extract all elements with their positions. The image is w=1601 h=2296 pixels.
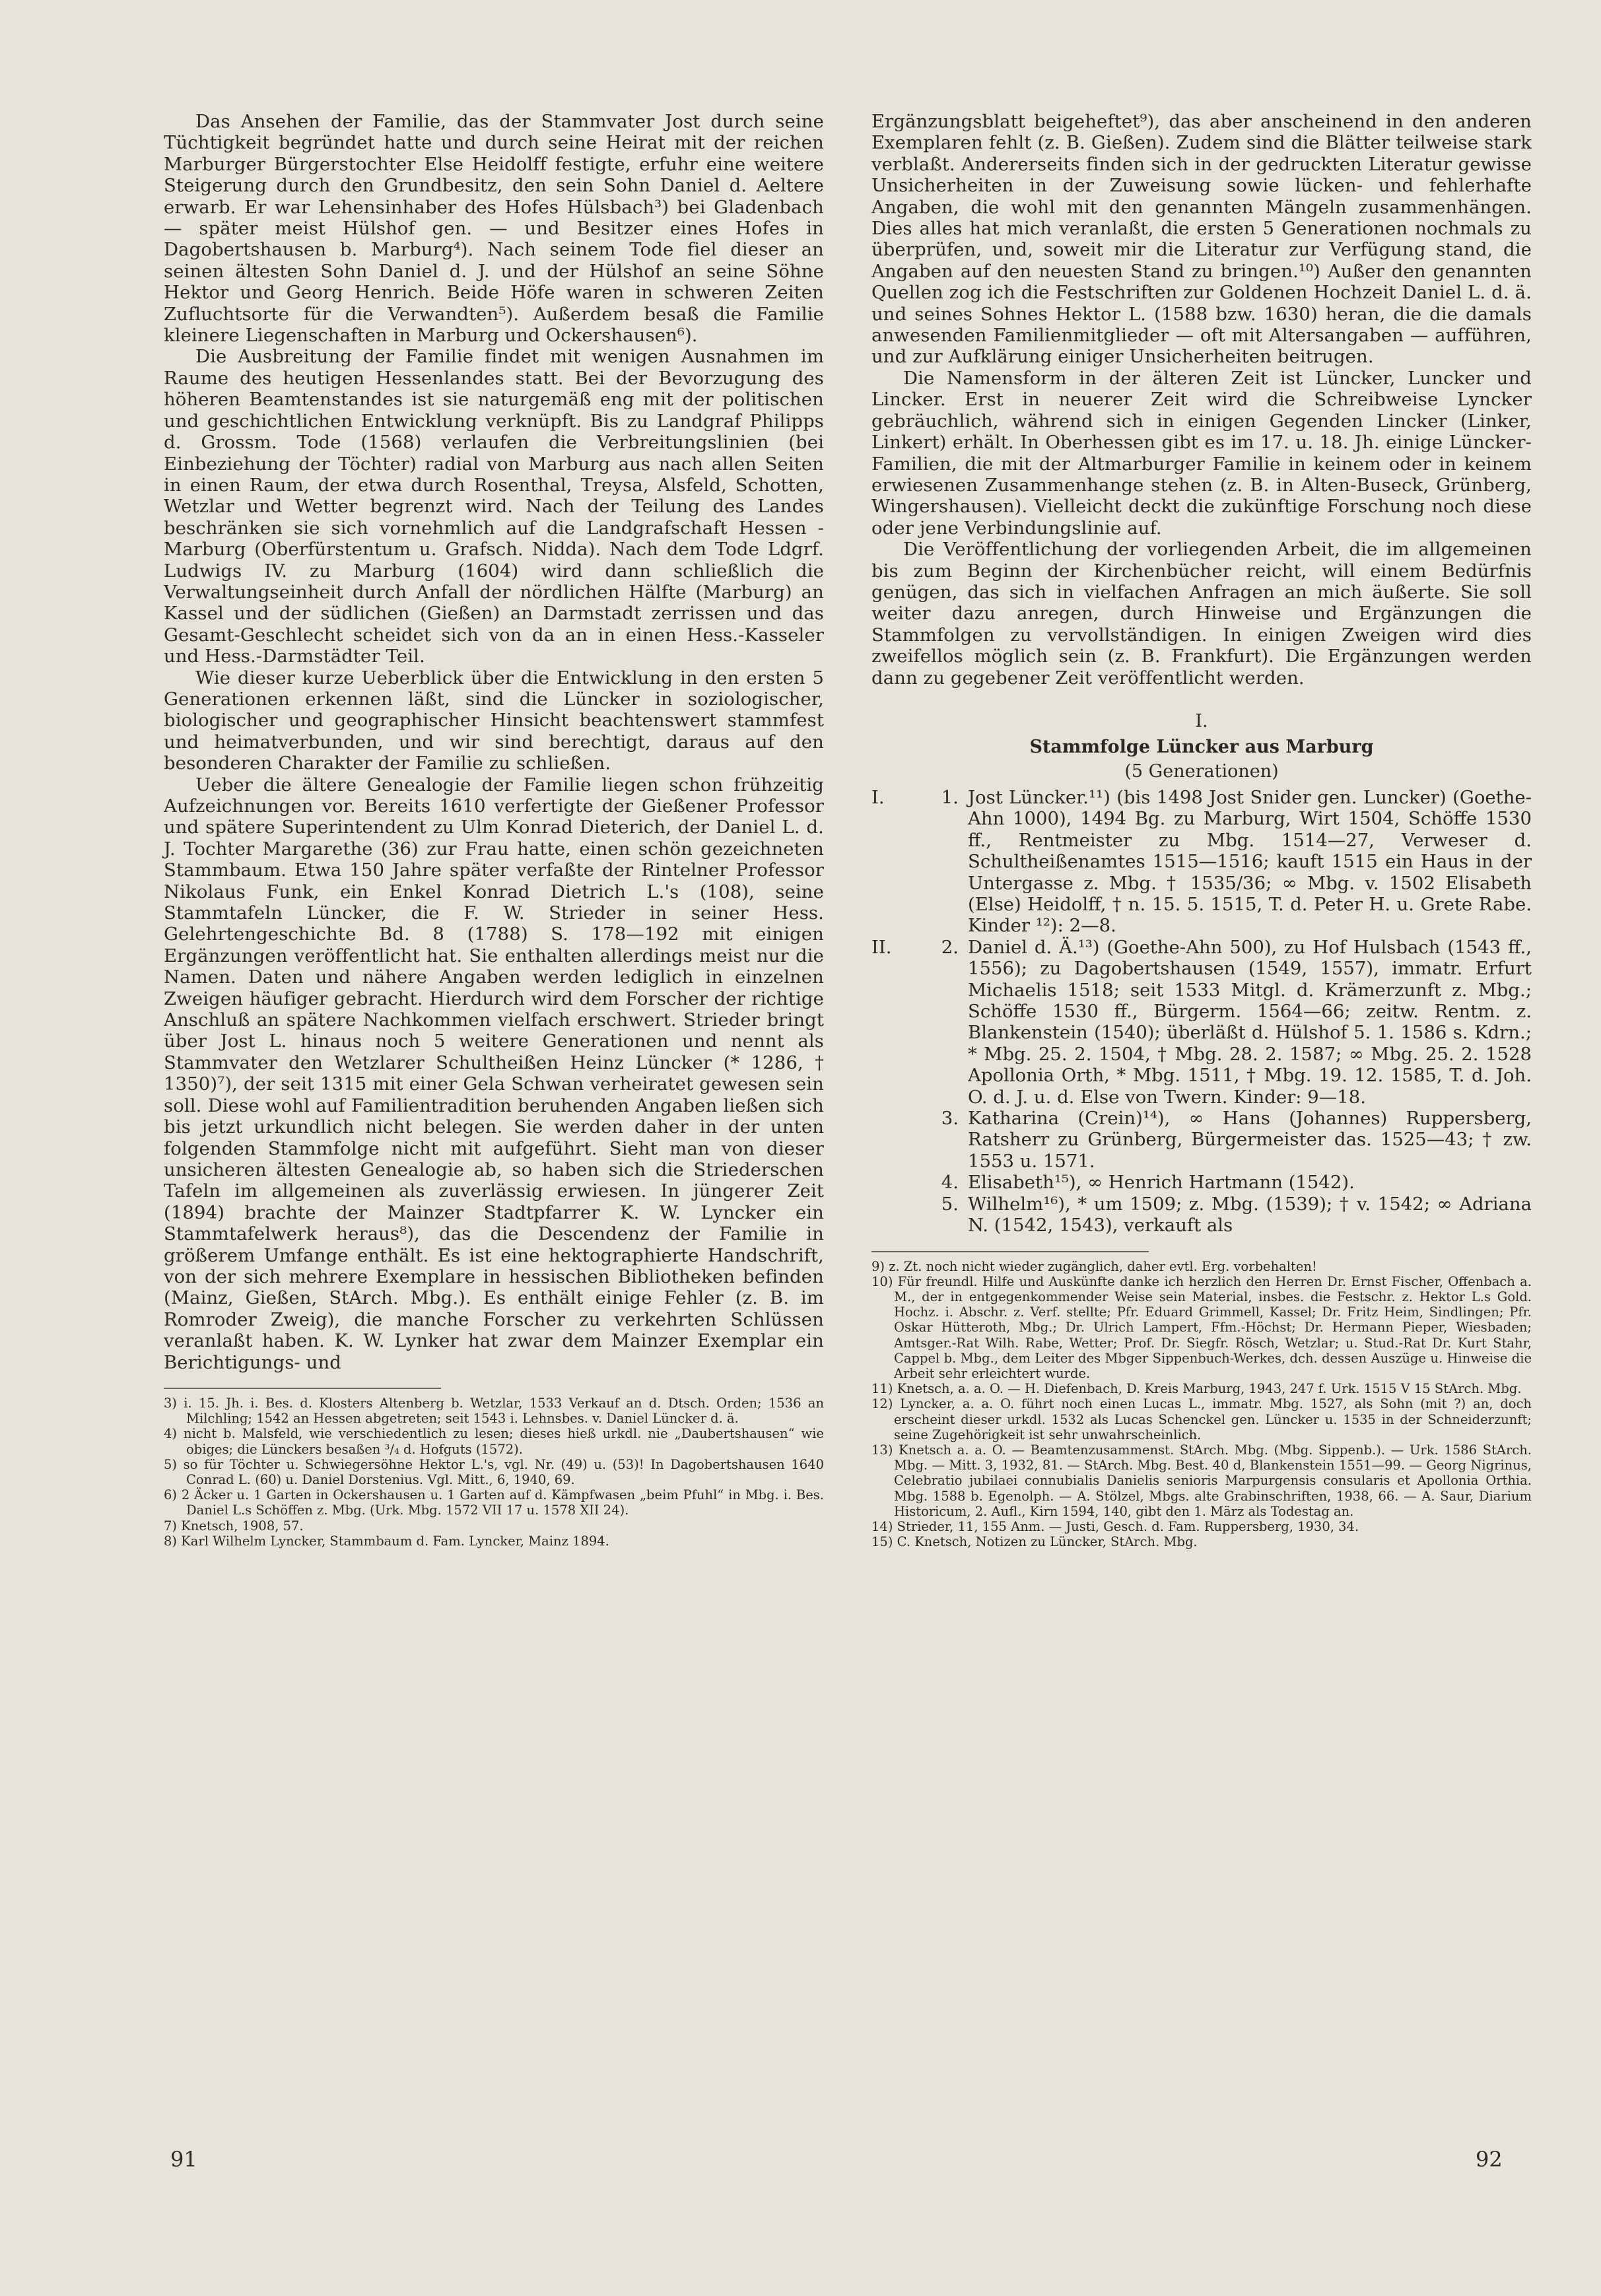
generation-label: II.	[871, 936, 892, 958]
page-number-right: 92	[1476, 2147, 1503, 2172]
footnote: 12) Lyncker, a. a. O. führt noch einen Lucas L., immatr. Mbg. 1527, als Sohn (mit ?) an, doch erscheint dieser urkdl. 1532 als Lucas Schenckel gen. Lüncker u. 1535 in der Schneiderzunft; seine Zugehörigkeit ist sehr unwahrscheinlich.	[871, 1396, 1532, 1442]
left-column	[164, 111, 824, 1549]
entry-text: Wilhelm¹⁶), * um 1509; z. Mbg. (1539); † v. 1542; ∞ Adriana N. (1542, 1543), verkauft als	[968, 1193, 1532, 1236]
body-paragraph: Die Veröffentlichung der vorliegenden Arbeit, die im allgemeinen bis zum Beginn der Kirchenbücher reicht, will einem Bedürfnis genügen, das sich in vielfachen Anfragen an mich äußerte. Sie soll weiter dazu anregen, durch Hinweise und Ergänzungen die Stammfolgen zu vervollständigen. In einigen Zweigen wird dies zweifellos möglich sein (z. B. Frankfurt). Die Ergänzungen werden dann zu gegebener Zeit veröffentlicht werden.	[871, 539, 1532, 689]
footnote-divider	[871, 1251, 1149, 1252]
footnote: 5) so für Töchter u. Schwiegersöhne Hektor L.'s, vgl. Nr. (49) u. (53)! In Dagobertshausen 1640 Conrad L. (60) u. Daniel Dorstenius. Vgl. Mitt., 6, 1940, 69.	[164, 1456, 824, 1487]
body-paragraph: Die Namensform in der älteren Zeit ist Lüncker, Luncker und Lincker. Erst in neuerer Zeit wird die Schreibweise Lyncker gebräuchlich, während sich in einigen Gegenden Lincker (Linker, Linkert) erhält. In Oberhessen gibt es im 17. u. 18. Jh. einige Lüncker-Familien, die mit der Altmarburger Familie in keinem oder in keinem erwiesenen Zusammenhange stehen (z. B. in Alten-Buseck, Grünberg, Wingershausen). Vielleicht deckt die zukünftige Forschung noch diese oder jene Verbindungslinie auf.	[871, 367, 1532, 539]
footnote: 13) Knetsch a. a. O. — Beamtenzusammenst. StArch. Mbg. (Mbg. Sippenb.). — Urk. 1586 StArch. Mbg. — Mitt. 3, 1932, 81. — StArch. Mbg. Best. 40 d, Blankenstein 1551—99. — Georg Nigrinus, Celebratio jubilaei connubialis Danielis senioris Marpurgensis consularis et Apollonia Orthia. Mbg. 1588 b. Egenolph. — A. Stölzel, Mbgs. alte Grabinschriften, 1938, 66. — A. Saur, Diarium Historicum, 2. Aufl., Kirn 1594, 140, gibt den 1. März als Todestag an.	[871, 1442, 1532, 1519]
section-number: I.	[1195, 710, 1208, 731]
generation-label	[871, 1172, 918, 1193]
footnotes	[871, 1259, 1532, 1550]
entry-number: 3.	[941, 1108, 959, 1130]
section-title: Stammfolge Lüncker aus Marburg	[1029, 736, 1374, 757]
footnote: 15) C. Knetsch, Notizen zu Lüncker, StArch. Mbg.	[871, 1534, 1198, 1550]
entry-text: Jost Lüncker.¹¹) (bis 1498 Jost Snider gen. Luncker) (Goethe-Ahn 1000), 1494 Bg. zu Marburg, Wirt 1504, Schöffe 1530 ff., Rentmeister zu Mbg. 1514—27, Verweser d. Schultheißenamtes 1515—1516; kauft 1515 ein Haus in der Untergasse z. Mbg. † 1535/36; ∞ Mbg. v. 1502 Elisabeth (Else) Heidolff, † n. 15. 5. 1515, T. d. Peter H. u. Grete Rabe. Kinder ¹²): 2—8.	[968, 786, 1532, 937]
footnotes	[164, 1396, 824, 1549]
genealogy-entry	[871, 1108, 1532, 1172]
footnote: 6) 2 Äcker u. 1 Garten in Ockershausen u. 1 Garten auf d. Kämpfwasen „beim Pfuhl“ in Mbg. i. Bes. Daniel L.s Schöffen z. Mbg. (Urk. Mbg. 1572 VII 17 u. 1578 XII 24).	[164, 1487, 824, 1518]
footnote: 9) z. Zt. noch nicht wieder zugänglich, daher evtl. Erg. vorbehalten!	[871, 1258, 1317, 1274]
footnote-divider	[164, 1388, 441, 1389]
body-paragraph: Ueber die ältere Genealogie der Familie liegen schon frühzeitig Aufzeichnungen vor. Bereits 1610 verfertigte der Gießener Professor und spätere Superintendent zu Ulm Konrad Dieterich, der Daniel L. d. J. Tochter Margarethe (36) zur Frau hatte, einen schön gezeichneten Stammbaum. Etwa 150 Jahre später verfaßte der Rintelner Professor Nikolaus Funk, ein Enkel Konrad Dietrich L.'s (108), seine Stammtafeln Lüncker, die F. W. Strieder in seiner Hess. Gelehrtengeschichte Bd. 8 (1788) S. 178—192 mit einigen Ergänzungen veröffentlicht hat. Sie enthalten allerdings meist nur die Namen. Daten und nähere Angaben werden lediglich in einzelnen Zweigen häufiger gebracht. Hierdurch wird dem Forscher der richtige Anschluß an spätere Nachkommen vielfach erschwert. Strieder bringt über Jost L. hinaus noch 5 weitere Generationen und nennt als Stammvater den Wetzlarer Schultheißen Heinz Lüncker (* 1286, † 1350)⁷), der seit 1315 mit einer Gela Schwan verheiratet gewesen sein soll. Diese wohl auf Familientradition beruhenden Angaben ließen sich bis jetzt urkundlich nicht belegen. Sie werden daher in der unten folgenden Stammfolge nicht mit aufgeführt. Sieht man von dieser unsicheren ältesten Genealogie ab, so haben sich die Striederschen Tafeln im allgemeinen als zuverlässig erwiesen. In jüngerer Zeit (1894) brachte der Mainzer Stadtpfarrer K. W. Lyncker ein Stammtafelwerk heraus⁸), das die Descendenz der Familie in größerem Umfange enthält. Es ist eine hektographierte Handschrift, von der sich mehrere Exemplare in hessischen Bibliotheken befinden (Mainz, Gießen, StArch. Mbg.). Es enthält einige Fehler (z. B. im Romroder Zweig), die manche Forscher zu verkehrten Schlüssen veranlaßt haben. K. W. Lynker hat zwar dem Mainzer Exemplar ein Berichtigungs- und	[164, 774, 824, 1373]
body-paragraph: Ergänzungsblatt beigeheftet⁹), das aber anscheinend in den anderen Exemplaren fehlt (z. B. Gießen). Zudem sind die Blätter teilweise stark verblaßt. Andererseits finden sich in der gedruckten Literatur gewisse Unsicherheiten in der Zuweisung sowie lücken- und fehlerhafte Angaben, die wohl mit den genannten Mängeln zusammenhängen. Dies alles hat mich veranlaßt, die ersten 5 Generationen nochmals zu überprüfen, und, soweit mir die Literatur zur Verfügung stand, die Angaben auf den neuesten Stand zu bringen.¹⁰) Außer den genannten Quellen zog ich die Festschriften zur Goldenen Hochzeit Daniel L. d. ä. und seines Sohnes Hektor L. (1588 bzw. 1630) heran, die die damals anwesenden Familienmitglieder — oft mit Altersangaben — aufführen, und zur Aufklärung einiger Unsicherheiten beitrugen.	[871, 111, 1532, 368]
genealogy-entry	[871, 787, 1532, 937]
page-number-left: 91	[170, 2147, 197, 2172]
footnote: 10) Für freundl. Hilfe und Auskünfte danke ich herzlich den Herren Dr. Ernst Fischer, Offenbach a. M., der in entgegenkommender Weise sein Material, insbes. die Festschr. z. Hektor L.s Gold. Hochz. i. Abschr. z. Verf. stellte; Pfr. Eduard Grimmell, Kassel; Dr. Fritz Heim, Sindlingen; Pfr. Oskar Hütteroth, Mbg.; Dr. Ulrich Lampert, Ffm.-Höchst; Dr. Hermann Pieper, Wiesbaden; Amtsger.-Rat Wilh. Rabe, Wetter; Prof. Dr. Siegfr. Rösch, Wetzlar; u. Stud.-Rat Dr. Kurt Stahr, Cappel b. Mbg., dem Leiter des Mbger Sippenbuch-Werkes, dch. dessen Auszüge u. Hinweise die Arbeit sehr erleichtert wurde.	[871, 1273, 1532, 1381]
footnote: 14) Strieder, 11, 155 Anm. — Justi, Gesch. d. Fam. Ruppersberg, 1930, 34.	[871, 1518, 1359, 1534]
entry-number: 4.	[941, 1172, 959, 1194]
entry-text: Katharina (Crein)¹⁴), ∞ Hans (Johannes) Ruppersberg, Ratsherr zu Grünberg, Bürgermeister das. 1525—43; † zw. 1553 u. 1571.	[968, 1108, 1532, 1172]
footnote: 11) Knetsch, a. a. O. — H. Diefenbach, D. Kreis Marburg, 1943, 247 f. Urk. 1515 V 15 StArch. Mbg.	[871, 1381, 1522, 1397]
generation-label	[871, 1194, 918, 1236]
genealogy-entry	[871, 937, 1532, 1108]
genealogy-entry	[871, 1172, 1532, 1193]
body-paragraph: Die Ausbreitung der Familie findet mit wenigen Ausnahmen im Raume des heutigen Hessenlandes statt. Bei der Bevorzugung des höheren Beamtenstandes ist sie naturgemäß eng mit der politischen und geschichtlichen Entwicklung verknüpft. Bis zu Landgraf Philipps d. Grossm. Tode (1568) verlaufen die Verbreitungslinien (bei Einbeziehung der Töchter) radial von Marburg aus nach allen Seiten in einen Raum, der etwa durch Rosenthal, Treysa, Alsfeld, Schotten, Wetzlar und Wetter begrenzt wird. Nach der Teilung des Landes beschränken sie sich vornehmlich auf die Landgrafschaft Hessen - Marburg (Oberfürstentum u. Grafsch. Nidda). Nach dem Tode Ldgrf. Ludwigs IV. zu Marburg (1604) wird dann schließlich die Verwaltungseinheit durch Anfall der nördlichen Hälfte (Marburg) an Kassel und der südlichen (Gießen) an Darmstadt zerrissen und das Gesamt-Geschlecht scheidet sich von da an in einen Hess.-Kasseler und Hess.-Darmstädter Teil.	[164, 346, 824, 667]
entry-number: 2.	[941, 936, 959, 958]
genealogy-entry	[871, 1194, 1532, 1236]
entry-number: 1.	[941, 786, 959, 808]
entry-text: Elisabeth¹⁵), ∞ Henrich Hartmann (1542).	[968, 1172, 1355, 1194]
footnote: 4) nicht b. Malsfeld, wie verschiedentlich zu lesen; dieses hieß urkdl. nie „Daubertshausen“ wie obiges; die Lünckers besaßen ³/₄ d. Hofguts (1572).	[164, 1426, 824, 1457]
genealogy-list	[871, 787, 1532, 1236]
generation-label: I.	[871, 786, 885, 808]
footnote: 3) i. 15. Jh. i. Bes. d. Klosters Altenberg b. Wetzlar, 1533 Verkauf an d. Dtsch. Orden; 1536 an Milchling; 1542 an Hessen abgetreten; seit 1543 i. Lehnsbes. v. Daniel Lüncker d. ä.	[164, 1395, 824, 1427]
footnote: 8) Karl Wilhelm Lyncker, Stammbaum d. Fam. Lyncker, Mainz 1894.	[164, 1533, 609, 1549]
entry-number: 5.	[941, 1193, 959, 1215]
body-paragraph: Das Ansehen der Familie, das der Stammvater Jost durch seine Tüchtigkeit begründet hatte und durch seine Heirat mit der reichen Marburger Bürgerstochter Else Heidolff festigte, erfuhr eine weitere Steigerung durch den Grundbesitz, den sein Sohn Daniel d. Aeltere erwarb. Er war Lehensinhaber des Hofes Hülsbach³) bei Gladenbach — später meist Hülshof gen. — und Besitzer eines Hofes in Dagobertshausen b. Marburg⁴). Nach seinem Tode fiel dieser an seinen ältesten Sohn Daniel d. J. und der Hülshof an seine Söhne Hektor und Georg Henrich. Beide Höfe waren in schweren Zeiten Zufluchtsorte für die Verwandten⁵). Außerdem besaß die Familie kleinere Liegenschaften in Marburg und Ockershausen⁶).	[164, 111, 824, 347]
body-paragraph: Wie dieser kurze Ueberblick über die Entwicklung in den ersten 5 Generationen erkennen läßt, sind die Lüncker in soziologischer, biologischer und geographischer Hinsicht beachtenswert stammfest und heimatverbunden, und wir sind berechtigt, daraus auf den besonderen Charakter der Familie zu schließen.	[164, 667, 824, 774]
right-column	[871, 111, 1532, 1549]
generation-label	[871, 1108, 918, 1172]
section-subtitle: (5 Generationen)	[1124, 760, 1279, 782]
footnote: 7) Knetsch, 1908, 57.	[164, 1518, 304, 1534]
entry-text: Daniel d. Ä.¹³) (Goethe-Ahn 500), zu Hof Hulsbach (1543 ff., 1556); zu Dagobertshausen (1549, 1557), immatr. Erfurt Michaelis 1518; seit 1533 Mitgl. d. Krämerzunft z. Mbg.; Schöffe 1530 ff., Bürgerm. 1564—66; zeitw. Rentm. z. Blankenstein (1540); überläßt d. Hülshof 5. 1. 1586 s. Kdrn.; * Mbg. 25. 2. 1504, † Mbg. 28. 2. 1587; ∞ Mbg. 25. 2. 1528 Apollonia Orth, * Mbg. 1511, † Mbg. 19. 12. 1585, T. d. Joh. O. d. J. u. d. Else von Twern. Kinder: 9—18.	[968, 936, 1532, 1108]
